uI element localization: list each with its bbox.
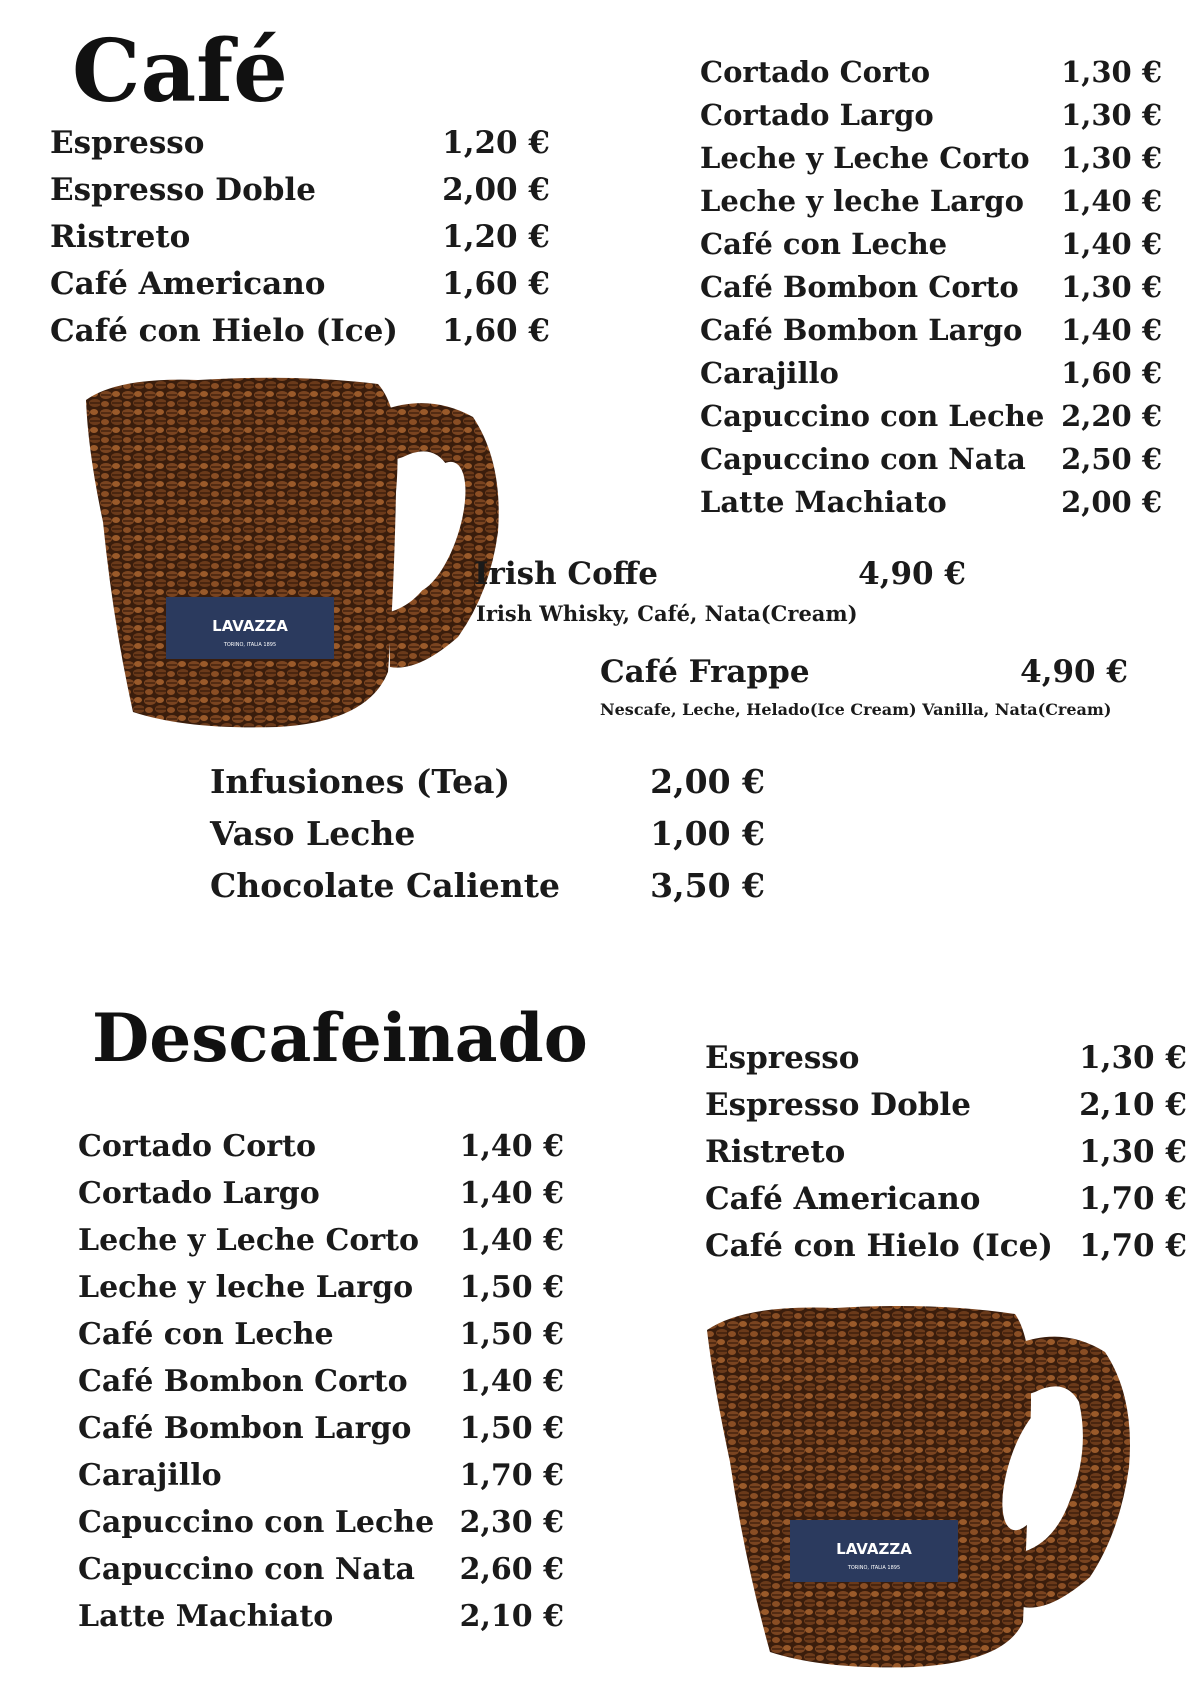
item-price: 2,00 € bbox=[650, 761, 765, 801]
item-price: 1,20 € bbox=[442, 125, 550, 161]
list-item bbox=[700, 181, 1162, 221]
item-name: Espresso bbox=[50, 125, 205, 161]
descafeinado-title: Descafeinado bbox=[92, 999, 588, 1077]
list-item bbox=[210, 865, 765, 905]
item-name: Café Americano bbox=[705, 1181, 981, 1217]
item-name: Capuccino con Nata bbox=[700, 442, 1026, 476]
list-item bbox=[50, 217, 550, 257]
list-item bbox=[700, 482, 1162, 522]
list-item bbox=[700, 267, 1162, 307]
list-item bbox=[78, 1455, 564, 1495]
item-price: 2,30 € bbox=[459, 1504, 564, 1540]
list-item bbox=[705, 1132, 1187, 1172]
list-item bbox=[78, 1267, 564, 1307]
item-name: Café Bombon Largo bbox=[78, 1410, 412, 1446]
coffee-bean-mug-image bbox=[78, 372, 503, 732]
coffee-bean-mug-image bbox=[705, 1302, 1130, 1672]
item-name: Carajillo bbox=[700, 356, 839, 390]
item-price: 1,30 € bbox=[1061, 270, 1162, 304]
item-price: 1,20 € bbox=[442, 219, 550, 255]
list-item bbox=[700, 52, 1162, 92]
item-price: 1,50 € bbox=[459, 1269, 564, 1305]
item-price: 1,50 € bbox=[459, 1316, 564, 1352]
item-price: 1,50 € bbox=[459, 1410, 564, 1446]
item-name: Capuccino con Leche bbox=[700, 399, 1045, 433]
item-name: Ristreto bbox=[50, 219, 191, 255]
item-price: 4,90 € bbox=[858, 556, 966, 592]
item-price: 1,40 € bbox=[459, 1175, 564, 1211]
item-price: 1,40 € bbox=[1061, 227, 1162, 261]
item-name: Vaso Leche bbox=[210, 813, 416, 853]
list-item bbox=[700, 353, 1162, 393]
item-price: 3,50 € bbox=[650, 865, 765, 905]
item-name: Latte Machiato bbox=[78, 1598, 334, 1634]
item-price: 1,70 € bbox=[1079, 1228, 1187, 1264]
list-item bbox=[50, 264, 550, 304]
item-name: Espresso bbox=[705, 1040, 860, 1076]
item-price: 1,40 € bbox=[1061, 184, 1162, 218]
list-item bbox=[78, 1173, 564, 1213]
item-price: 2,10 € bbox=[1079, 1087, 1187, 1123]
item-price: 1,30 € bbox=[1061, 141, 1162, 175]
item-name: Espresso Doble bbox=[50, 172, 316, 208]
item-price: 2,00 € bbox=[1061, 485, 1162, 519]
item-price: 2,00 € bbox=[442, 172, 550, 208]
item-price: 1,70 € bbox=[459, 1457, 564, 1493]
list-item bbox=[705, 1179, 1187, 1219]
item-price: 2,60 € bbox=[459, 1551, 564, 1587]
item-name: Leche y Leche Corto bbox=[78, 1222, 420, 1258]
list-item bbox=[78, 1314, 564, 1354]
item-name: Chocolate Caliente bbox=[210, 865, 560, 905]
cafe-title: Café bbox=[72, 21, 288, 122]
item-name: Ristreto bbox=[705, 1134, 846, 1170]
item-name: Carajillo bbox=[78, 1457, 222, 1493]
item-name: Irish Coffe bbox=[474, 556, 658, 592]
lavazza-logo-text: LAVAZZA bbox=[836, 1540, 912, 1558]
list-item bbox=[78, 1220, 564, 1260]
item-price: 4,90 € bbox=[1020, 654, 1128, 690]
list-item bbox=[50, 311, 550, 351]
list-item bbox=[700, 138, 1162, 178]
list-item bbox=[78, 1502, 564, 1542]
item-name: Infusiones (Tea) bbox=[210, 761, 511, 801]
list-item bbox=[78, 1596, 564, 1636]
item-price: 2,10 € bbox=[459, 1598, 564, 1634]
item-name: Leche y Leche Corto bbox=[700, 141, 1030, 175]
list-item bbox=[705, 1226, 1187, 1266]
item-name: Café con Leche bbox=[700, 227, 948, 261]
item-price: 1,60 € bbox=[1061, 356, 1162, 390]
irish-coffee-row bbox=[474, 554, 966, 594]
list-item bbox=[50, 123, 550, 163]
item-name: Espresso Doble bbox=[705, 1087, 971, 1123]
item-price: 2,20 € bbox=[1061, 399, 1162, 433]
list-item bbox=[210, 761, 765, 801]
item-price: 1,30 € bbox=[1061, 98, 1162, 132]
item-name: Cortado Largo bbox=[700, 98, 934, 132]
list-item bbox=[78, 1549, 564, 1589]
list-item bbox=[78, 1408, 564, 1448]
list-item bbox=[700, 224, 1162, 264]
list-item bbox=[700, 310, 1162, 350]
item-price: 1,70 € bbox=[1079, 1181, 1187, 1217]
item-price: 1,60 € bbox=[442, 313, 550, 349]
lavazza-logo-text: LAVAZZA bbox=[212, 617, 288, 635]
item-price: 1,40 € bbox=[1061, 313, 1162, 347]
cafe-frappe-description: Nescafe, Leche, Helado(Ice Cream) Vanilla, Nata(Cream) bbox=[600, 700, 1112, 719]
list-item bbox=[50, 170, 550, 210]
lavazza-logo-sub: TORINO, ITALIA 1895 bbox=[223, 642, 277, 648]
item-name: Café con Hielo (Ice) bbox=[50, 313, 398, 349]
item-price: 1,30 € bbox=[1061, 55, 1162, 89]
item-price: 1,40 € bbox=[459, 1363, 564, 1399]
list-item bbox=[78, 1126, 564, 1166]
item-name: Café Bombon Largo bbox=[700, 313, 1023, 347]
list-item bbox=[700, 95, 1162, 135]
item-name: Cortado Largo bbox=[78, 1175, 320, 1211]
list-item bbox=[705, 1038, 1187, 1078]
item-name: Leche y leche Largo bbox=[78, 1269, 414, 1305]
item-price: 1,40 € bbox=[459, 1222, 564, 1258]
item-name: Cortado Corto bbox=[700, 55, 931, 89]
list-item bbox=[210, 813, 765, 853]
item-price: 1,40 € bbox=[459, 1128, 564, 1164]
item-name: Capuccino con Nata bbox=[78, 1551, 415, 1587]
item-name: Latte Machiato bbox=[700, 485, 947, 519]
list-item bbox=[700, 396, 1162, 436]
item-name: Café Frappe bbox=[600, 654, 810, 690]
item-name: Café Bombon Corto bbox=[78, 1363, 408, 1399]
list-item bbox=[700, 439, 1162, 479]
item-name: Leche y leche Largo bbox=[700, 184, 1024, 218]
item-name: Capuccino con Leche bbox=[78, 1504, 435, 1540]
cafe-frappe-row bbox=[600, 652, 1128, 692]
item-price: 1,30 € bbox=[1079, 1040, 1187, 1076]
item-name: Café Bombon Corto bbox=[700, 270, 1019, 304]
item-name: Café con Leche bbox=[78, 1316, 334, 1352]
item-name: Café con Hielo (Ice) bbox=[705, 1228, 1053, 1264]
list-item bbox=[705, 1085, 1187, 1125]
lavazza-logo-sub: TORINO, ITALIA 1895 bbox=[847, 1565, 901, 1571]
item-name: Café Americano bbox=[50, 266, 326, 302]
item-price: 1,60 € bbox=[442, 266, 550, 302]
list-item bbox=[78, 1361, 564, 1401]
item-price: 2,50 € bbox=[1061, 442, 1162, 476]
item-name: Cortado Corto bbox=[78, 1128, 316, 1164]
item-price: 1,30 € bbox=[1079, 1134, 1187, 1170]
item-price: 1,00 € bbox=[650, 813, 765, 853]
irish-coffee-description: Irish Whisky, Café, Nata(Cream) bbox=[476, 601, 858, 626]
